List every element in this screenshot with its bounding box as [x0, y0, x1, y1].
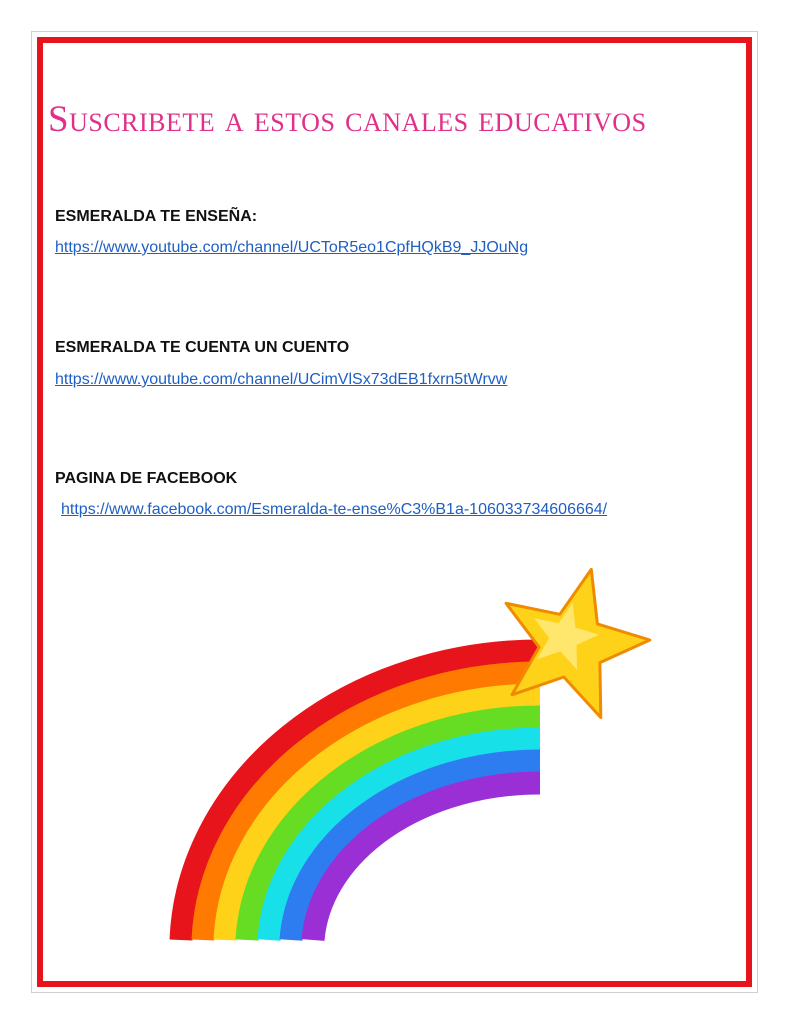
page-title: Suscribete a estos canales educativos	[48, 99, 647, 140]
section-heading-esmeralda-te-ensena: ESMERALDA TE ENSEÑA:	[55, 208, 258, 225]
facebook-link[interactable]: https://www.facebook.com/Esmeralda-te-ense%C3%B1a-106033734606664/	[61, 501, 608, 518]
section-heading-facebook: PAGINA DE FACEBOOK	[55, 470, 238, 487]
rainbow-star-illustration	[160, 560, 660, 950]
section-heading-esmeralda-te-cuenta: ESMERALDA TE CUENTA UN CUENTO	[55, 339, 350, 356]
rainbow-icon	[181, 651, 540, 940]
youtube-link-esmeralda-te-cuenta[interactable]: https://www.youtube.com/channel/UCimVlSx73dEB1fxrn5tWrvw	[55, 371, 508, 388]
youtube-link-esmeralda-te-ensena[interactable]: https://www.youtube.com/channel/UCToR5eo1CpfHQkB9_JJOuNg	[55, 239, 529, 256]
